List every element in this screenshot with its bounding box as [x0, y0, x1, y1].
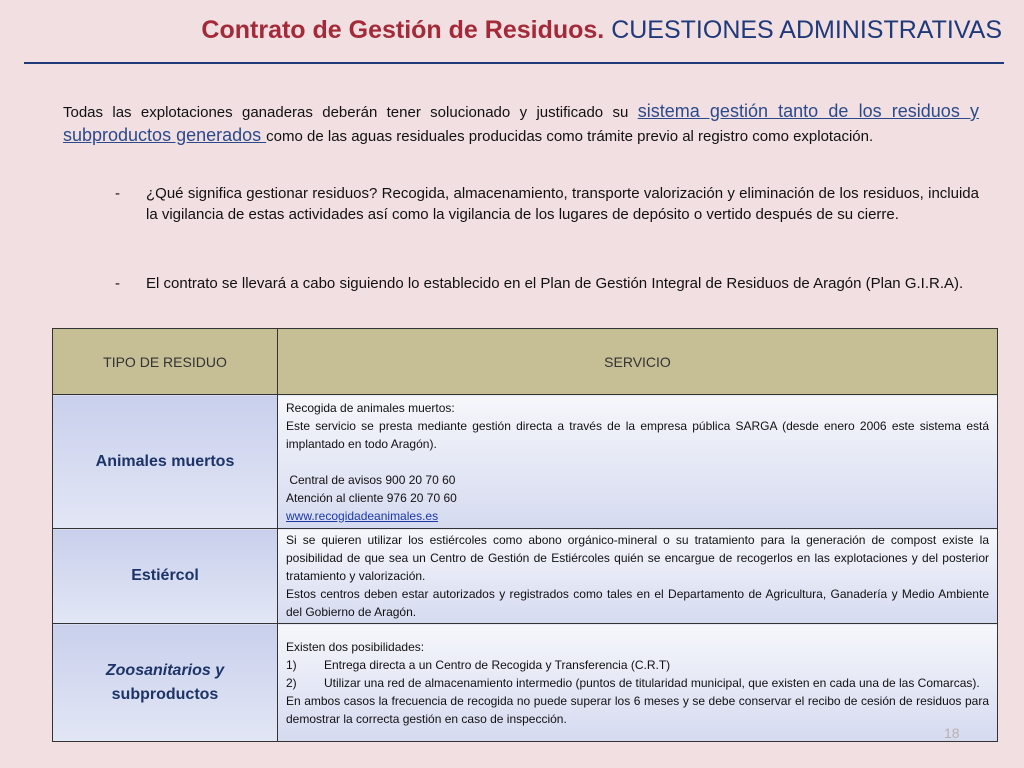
service-line: Central de avisos 900 20 70 60: [286, 472, 456, 487]
table-row: [53, 624, 998, 742]
service-line: Este servicio se presta mediante gestión directa a través de la empresa pública SARGA (desde enero 2006 este sistema está implantado en todo Aragón).: [286, 418, 989, 451]
table-row: [53, 395, 998, 529]
bullet-dash: -: [115, 185, 120, 202]
recogida-animales-link[interactable]: www.recogidadeanimales.es: [286, 508, 439, 523]
title-divider: [24, 62, 1004, 64]
row-type-cell: [53, 395, 278, 529]
row-type-label: subproductos: [111, 685, 219, 703]
intro-text-before: Todas las explotaciones ganaderas deberán tener solucionado y justificado su: [63, 104, 638, 121]
row-type-label: Estiércol: [131, 567, 199, 584]
numbered-item: [286, 674, 989, 692]
table-row: [53, 529, 998, 624]
slide-title: [201, 16, 1002, 45]
bullet-dash: -: [115, 275, 120, 292]
row-service-cell: [278, 529, 998, 624]
item-text: Entrega directa a un Centro de Recogida y Transferencia (C.R.T): [324, 657, 671, 672]
bullet-text: ¿Qué significa gestionar residuos? Recogida, almacenamiento, transporte valorización y eliminación de los residuos, incluida la vigilancia de estas actividades así como la vigilancia de los lugares de depósito o vertido después de su cierre.: [146, 185, 979, 223]
numbered-item: [286, 656, 989, 674]
bullet-item: [63, 183, 979, 225]
row-service-cell: [278, 395, 998, 529]
title-sub: CUESTIONES ADMINISTRATIVAS: [611, 16, 1002, 44]
bullet-text: El contrato se llevará a cabo siguiendo lo establecido en el Plan de Gestión Integral de Residuos de Aragón (Plan G.I.R.A).: [146, 275, 964, 292]
row-type-label: Animales muertos: [95, 452, 235, 470]
service-line: En ambos casos la frecuencia de recogida no puede superar los 6 meses y se debe conservar el recibo de cesión de residuos para demostrar la correcta gestión en caso de inspección.: [286, 693, 989, 726]
item-text: Utilizar una red de almacenamiento intermedio (puntos de titularidad municipal, que existen en cada una de las Comarcas).: [324, 675, 980, 690]
table-header-row: [53, 329, 998, 395]
intro-paragraph: [63, 100, 979, 148]
item-number: 2): [286, 675, 297, 690]
intro-text-after: como de las aguas residuales producidas como trámite previo al registro como explotación.: [266, 128, 874, 145]
item-number: 1): [286, 657, 297, 672]
title-main: Contrato de Gestión de Residuos.: [201, 16, 605, 44]
page-number: 18: [944, 725, 960, 741]
intro-highlight: sistema gestión tanto de los residuos y subproductos generados: [63, 101, 980, 145]
row-type-cell: [53, 624, 278, 742]
service-line: Existen dos posibilidades:: [286, 639, 425, 654]
row-type-label: Zoosanitarios y: [105, 661, 225, 679]
row-service-cell: [278, 624, 998, 742]
header-tipo-residuo: TIPO DE RESIDUO: [53, 329, 278, 395]
header-servicio: SERVICIO: [278, 329, 998, 395]
service-line: Estos centros deben estar autorizados y registrados como tales en el Departamento de Agricultura, Ganadería y Medio Ambiente del Gobierno de Aragón.: [286, 587, 989, 619]
service-line: Si se quieren utilizar los estiércoles como abono orgánico-mineral o su tratamiento para la generación de compost existe la posibilidad de que sea un Centro de Gestión de Estiércoles quién se encargue de recogerlos en las explotaciones y del posterior tratamiento y valorización.: [286, 533, 989, 583]
service-line: Atención al cliente 976 20 70 60: [286, 490, 457, 505]
bullet-item: [63, 273, 979, 294]
row-type-cell: [53, 529, 278, 624]
waste-table: [52, 328, 998, 742]
service-line: Recogida de animales muertos:: [286, 400, 455, 415]
